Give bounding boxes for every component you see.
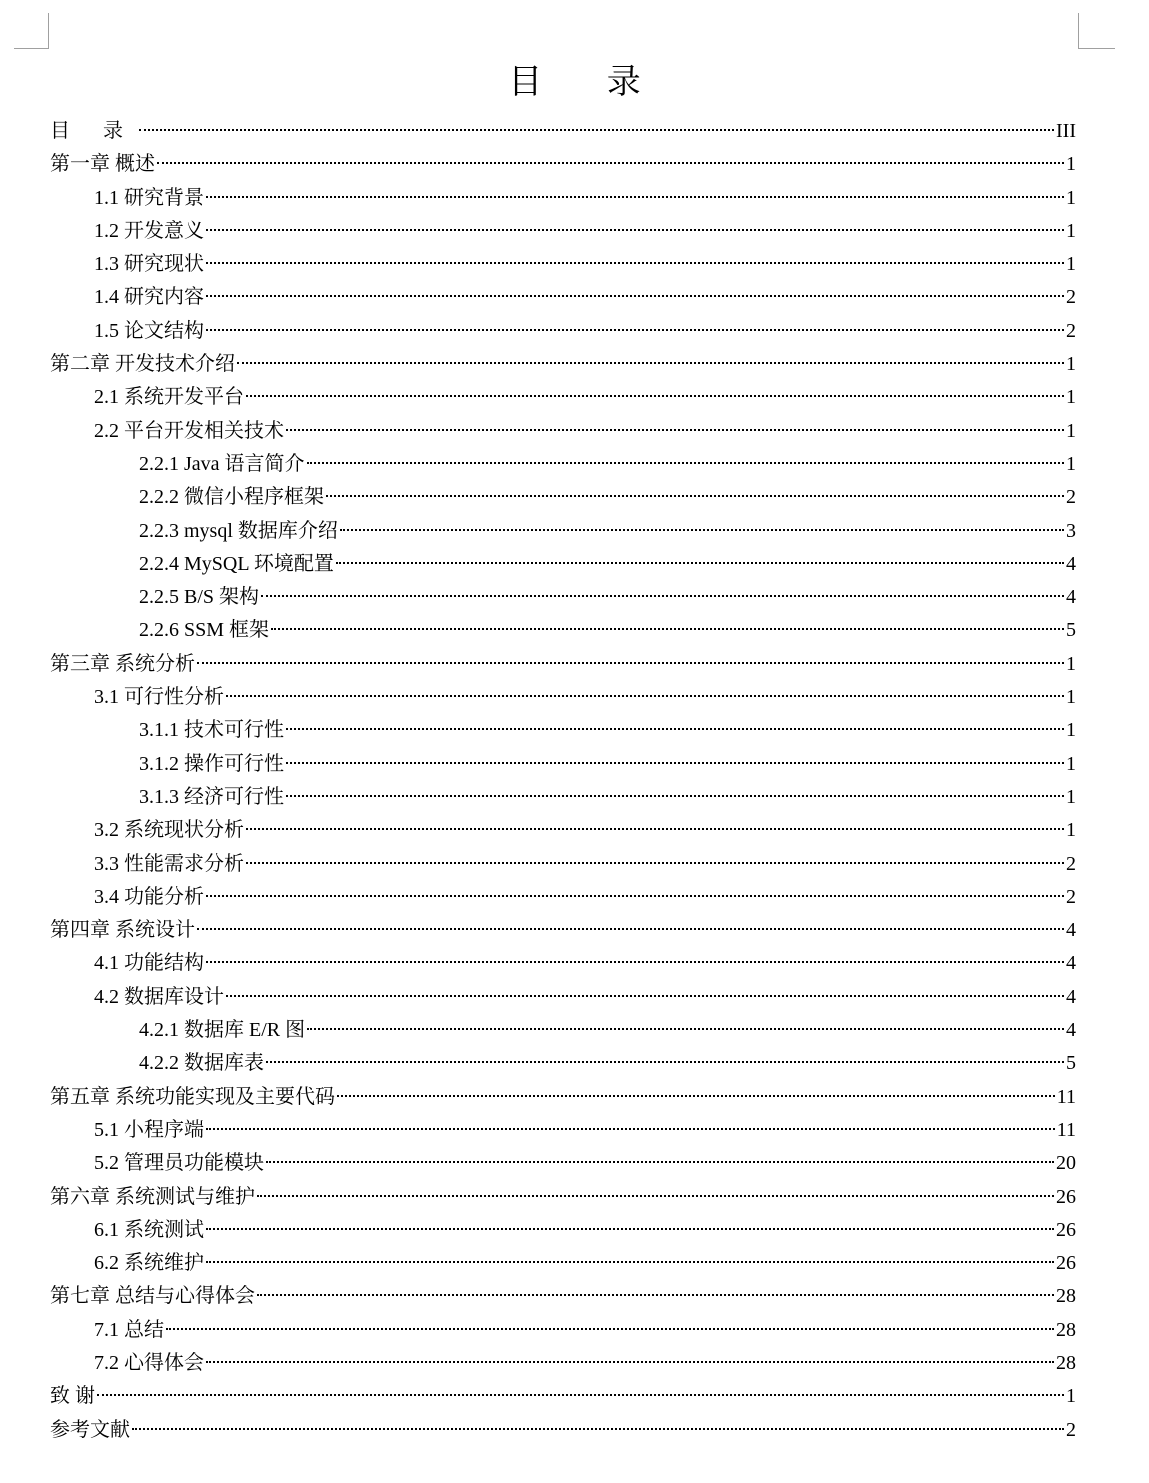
- toc-page-number: 4: [1066, 952, 1076, 975]
- toc-entry[interactable]: [50, 581, 1076, 614]
- toc-page-number: 1: [1066, 1385, 1076, 1408]
- toc-entry[interactable]: [50, 348, 1076, 381]
- toc-entry[interactable]: [50, 315, 1076, 348]
- toc-page-number: 1: [1066, 386, 1076, 409]
- toc-page-number: 4: [1066, 586, 1076, 609]
- toc-entry[interactable]: [50, 481, 1076, 514]
- toc-dot-leader: [261, 595, 1064, 597]
- toc-entry[interactable]: [50, 548, 1076, 581]
- toc-entry[interactable]: [50, 914, 1076, 947]
- toc-entry[interactable]: [50, 281, 1076, 314]
- toc-dot-leader: [286, 795, 1064, 797]
- toc-entry-title: 3.1.1 技术可行性: [139, 719, 284, 742]
- toc-page-number: 26: [1056, 1218, 1076, 1241]
- toc-dot-leader: [286, 728, 1064, 730]
- toc-entry-title: 1.5 论文结构: [94, 319, 204, 342]
- toc-dot-leader: [139, 129, 1054, 131]
- toc-dot-leader: [266, 1161, 1054, 1163]
- toc-dot-leader: [206, 229, 1064, 231]
- toc-entry-title: 2.2.2 微信小程序框架: [139, 486, 324, 509]
- toc-dot-leader: [197, 662, 1064, 664]
- toc-page-number: 11: [1056, 1118, 1076, 1141]
- toc-entry-title: 5.2 管理员功能模块: [94, 1152, 264, 1175]
- toc-dot-leader: [206, 1361, 1054, 1363]
- toc-entry[interactable]: [50, 381, 1076, 414]
- toc-entry-title: 1.2 开发意义: [94, 219, 204, 242]
- toc-entry[interactable]: [50, 148, 1076, 181]
- toc-dot-leader: [206, 329, 1064, 331]
- toc-page-number: 1: [1066, 419, 1076, 442]
- toc-entry[interactable]: [50, 1114, 1076, 1147]
- toc-page-number: 2: [1066, 319, 1076, 342]
- toc-dot-leader: [257, 1294, 1054, 1296]
- toc-page-number: 5: [1066, 1052, 1076, 1075]
- toc-page-number: 2: [1066, 885, 1076, 908]
- toc-dot-leader: [226, 995, 1064, 997]
- toc-page-number: 5: [1066, 619, 1076, 642]
- toc-page-number: 1: [1066, 253, 1076, 276]
- toc-entry-title: 6.1 系统测试: [94, 1218, 204, 1241]
- toc-page-number: 2: [1066, 852, 1076, 875]
- toc-entry-title: 第一章 概述: [50, 153, 155, 176]
- toc-page-number: 26: [1056, 1185, 1076, 1208]
- toc-page-number: 1: [1066, 752, 1076, 775]
- toc-page-number: 2: [1066, 486, 1076, 509]
- toc-dot-leader: [97, 1394, 1064, 1396]
- toc-entry[interactable]: [50, 415, 1076, 448]
- toc-entry-title: 4.2.1 数据库 E/R 图: [139, 1019, 306, 1042]
- toc-entry[interactable]: [50, 781, 1076, 814]
- toc-entry-title: 3.3 性能需求分析: [94, 852, 244, 875]
- toc-dot-leader: [337, 1095, 1055, 1097]
- toc-dot-leader: [307, 462, 1064, 464]
- toc-page-number: 2: [1066, 1418, 1076, 1441]
- toc-entry[interactable]: [50, 814, 1076, 847]
- toc-entry[interactable]: [50, 748, 1076, 781]
- toc-entry[interactable]: [50, 448, 1076, 481]
- toc-page-number: III: [1056, 120, 1076, 142]
- toc-dot-leader: [246, 862, 1064, 864]
- toc-entry[interactable]: [50, 115, 1076, 148]
- toc-entry-title: 4.2 数据库设计: [94, 985, 224, 1008]
- toc-dot-leader: [326, 495, 1064, 497]
- toc-dot-leader: [286, 762, 1064, 764]
- toc-entry[interactable]: [50, 848, 1076, 881]
- toc-page-number: 2: [1066, 286, 1076, 309]
- toc-entry-title: 3.1.3 经济可行性: [139, 785, 284, 808]
- toc-page-number: 1: [1066, 785, 1076, 808]
- toc-dot-leader: [206, 961, 1064, 963]
- toc-entry-title: 参考文献: [50, 1418, 130, 1441]
- toc-entry-title: 2.2.1 Java 语言简介: [139, 452, 305, 475]
- toc-page-number: 1: [1066, 719, 1076, 742]
- toc-entry[interactable]: [50, 1280, 1076, 1313]
- page-title: 目 录: [508, 64, 669, 101]
- toc-entry-title: 1.3 研究现状: [94, 253, 204, 276]
- toc-page-number: 4: [1066, 919, 1076, 942]
- toc-entry-title: 第二章 开发技术介绍: [50, 353, 235, 376]
- toc-page-number: 4: [1066, 552, 1076, 575]
- toc-page-number: 1: [1066, 452, 1076, 475]
- toc-entry-title: 第四章 系统设计: [50, 919, 195, 942]
- toc-dot-leader: [206, 1228, 1054, 1230]
- toc-entry[interactable]: [50, 981, 1076, 1014]
- toc-entry[interactable]: [50, 1047, 1076, 1080]
- toc-entry[interactable]: [50, 1347, 1076, 1380]
- toc-page-number: 1: [1066, 353, 1076, 376]
- toc-page-number: 28: [1056, 1285, 1076, 1308]
- crop-mark-top-right: [1078, 13, 1115, 49]
- toc-entry-title: 7.2 心得体会: [94, 1351, 204, 1374]
- toc-entry-title: 6.2 系统维护: [94, 1252, 204, 1275]
- toc-entry-title: 5.1 小程序端: [94, 1118, 204, 1141]
- toc-dot-leader: [246, 828, 1064, 830]
- toc-page-number: 1: [1066, 686, 1076, 709]
- toc-entry-title: 2.1 系统开发平台: [94, 386, 244, 409]
- toc-entry[interactable]: [50, 614, 1076, 647]
- toc-dot-leader: [206, 196, 1064, 198]
- toc-dot-leader: [157, 162, 1064, 164]
- toc-entry[interactable]: [50, 1247, 1076, 1280]
- toc-dot-leader: [206, 1261, 1054, 1263]
- toc-page-number: 28: [1056, 1318, 1076, 1341]
- toc-page-number: 11: [1056, 1085, 1076, 1108]
- toc-page-number: 28: [1056, 1351, 1076, 1374]
- toc-entry-title: 目 录: [50, 120, 137, 142]
- toc-dot-leader: [206, 895, 1064, 897]
- toc-dot-leader: [271, 628, 1064, 630]
- toc-entry-title: 1.4 研究内容: [94, 286, 204, 309]
- toc-dot-leader: [336, 562, 1064, 564]
- toc-entry[interactable]: [50, 681, 1076, 714]
- table-of-contents: [50, 115, 1076, 1447]
- toc-page-number: 20: [1056, 1152, 1076, 1175]
- toc-entry-title: 2.2.6 SSM 框架: [139, 619, 270, 642]
- toc-entry[interactable]: [50, 881, 1076, 914]
- toc-page-number: 4: [1066, 985, 1076, 1008]
- toc-dot-leader: [132, 1428, 1064, 1430]
- toc-page-number: 1: [1066, 153, 1076, 176]
- toc-entry[interactable]: [50, 182, 1076, 215]
- toc-entry[interactable]: [50, 1380, 1076, 1413]
- toc-entry[interactable]: [50, 1081, 1076, 1114]
- toc-entry[interactable]: [50, 1414, 1076, 1447]
- toc-dot-leader: [206, 262, 1064, 264]
- toc-entry-title: 3.2 系统现状分析: [94, 819, 244, 842]
- toc-entry[interactable]: [50, 248, 1076, 281]
- toc-entry-title: 致 谢: [50, 1385, 95, 1408]
- toc-entry-title: 3.1 可行性分析: [94, 686, 224, 709]
- toc-dot-leader: [166, 1328, 1054, 1330]
- toc-entry-title: 2.2 平台开发相关技术: [94, 419, 284, 442]
- toc-dot-leader: [206, 1128, 1055, 1130]
- toc-entry[interactable]: [50, 1147, 1076, 1180]
- toc-dot-leader: [286, 429, 1064, 431]
- toc-dot-leader: [307, 1028, 1064, 1030]
- toc-entry-title: 4.1 功能结构: [94, 952, 204, 975]
- toc-dot-leader: [246, 395, 1064, 397]
- toc-entry-title: 2.2.3 mysql 数据库介绍: [139, 519, 338, 542]
- toc-dot-leader: [340, 529, 1064, 531]
- toc-page-number: 3: [1066, 519, 1076, 542]
- toc-entry[interactable]: [50, 714, 1076, 747]
- toc-dot-leader: [206, 295, 1064, 297]
- toc-entry[interactable]: [50, 515, 1076, 548]
- toc-entry[interactable]: [50, 1214, 1076, 1247]
- toc-entry-title: 第七章 总结与心得体会: [50, 1285, 255, 1308]
- toc-entry[interactable]: [50, 215, 1076, 248]
- toc-page-number: 1: [1066, 652, 1076, 675]
- toc-entry[interactable]: [50, 1314, 1076, 1347]
- toc-entry[interactable]: [50, 648, 1076, 681]
- crop-mark-top-left: [14, 13, 49, 49]
- toc-entry[interactable]: [50, 1181, 1076, 1214]
- toc-entry-title: 7.1 总结: [94, 1318, 164, 1341]
- toc-entry-title: 1.1 研究背景: [94, 186, 204, 209]
- toc-dot-leader: [257, 1195, 1054, 1197]
- toc-entry[interactable]: [50, 947, 1076, 980]
- toc-dot-leader: [226, 695, 1064, 697]
- toc-entry-title: 第六章 系统测试与维护: [50, 1185, 255, 1208]
- toc-entry-title: 第三章 系统分析: [50, 652, 195, 675]
- toc-entry[interactable]: [50, 1014, 1076, 1047]
- toc-entry-title: 4.2.2 数据库表: [139, 1052, 264, 1075]
- toc-page-number: 1: [1066, 186, 1076, 209]
- toc-page-number: 4: [1066, 1019, 1076, 1042]
- toc-page-number: 1: [1066, 219, 1076, 242]
- toc-dot-leader: [197, 928, 1064, 930]
- toc-entry-title: 2.2.4 MySQL 环境配置: [139, 552, 334, 575]
- toc-entry-title: 第五章 系统功能实现及主要代码: [50, 1085, 335, 1108]
- toc-entry-title: 3.4 功能分析: [94, 885, 204, 908]
- toc-dot-leader: [237, 362, 1064, 364]
- toc-entry-title: 2.2.5 B/S 架构: [139, 586, 260, 609]
- toc-page-number: 26: [1056, 1252, 1076, 1275]
- toc-page-number: 1: [1066, 819, 1076, 842]
- toc-dot-leader: [266, 1061, 1064, 1063]
- toc-entry-title: 3.1.2 操作可行性: [139, 752, 284, 775]
